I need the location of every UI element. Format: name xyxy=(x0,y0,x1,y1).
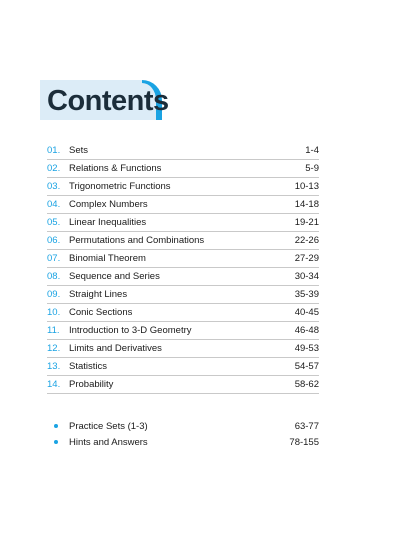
toc-row[interactable] xyxy=(47,178,319,196)
toc-number: 14. xyxy=(47,379,61,390)
page-title: Contents xyxy=(47,85,169,117)
toc-pages: 40-45 xyxy=(294,307,319,318)
toc-title: Straight Lines xyxy=(69,289,128,300)
toc-pages: 1-4 xyxy=(305,145,319,156)
toc-pages: 30-34 xyxy=(294,271,319,282)
toc-number: 02. xyxy=(47,163,61,174)
toc-pages: 14-18 xyxy=(294,199,319,210)
toc-number: 07. xyxy=(47,253,61,264)
extra-title: Practice Sets (1-3) xyxy=(69,420,148,432)
toc-number: 09. xyxy=(47,289,61,300)
extra-pages: 63-77 xyxy=(294,420,319,432)
toc-title: Conic Sections xyxy=(69,307,133,318)
toc-pages: 10-13 xyxy=(294,181,319,192)
toc-number: 08. xyxy=(47,271,61,282)
toc-number: 10. xyxy=(47,307,61,318)
extra-row-practice-sets[interactable] xyxy=(47,418,319,434)
extra-title: Hints and Answers xyxy=(69,436,148,448)
toc-title: Statistics xyxy=(69,361,108,372)
toc-pages: 19-21 xyxy=(294,217,319,228)
toc-row[interactable] xyxy=(47,286,319,304)
toc-title: Trigonometric Functions xyxy=(69,181,171,192)
bullet-icon xyxy=(47,440,68,444)
toc-pages: 49-53 xyxy=(294,343,319,354)
extras-list xyxy=(47,418,319,450)
toc-row[interactable] xyxy=(47,268,319,286)
toc-row[interactable] xyxy=(47,232,319,250)
toc-row[interactable] xyxy=(47,142,319,160)
toc-row[interactable] xyxy=(47,358,319,376)
toc-title: Sequence and Series xyxy=(69,271,160,282)
toc-title: Introduction to 3-D Geometry xyxy=(69,325,192,336)
toc-pages: 35-39 xyxy=(294,289,319,300)
toc-row[interactable] xyxy=(47,376,319,394)
extra-pages: 78-155 xyxy=(289,436,319,448)
toc-pages: 46-48 xyxy=(294,325,319,336)
toc-row[interactable] xyxy=(47,214,319,232)
toc-pages: 54-57 xyxy=(294,361,319,372)
toc-title: Permutations and Combinations xyxy=(69,235,205,246)
toc-number: 04. xyxy=(47,199,61,210)
toc-number: 12. xyxy=(47,343,61,354)
toc-title: Sets xyxy=(69,145,89,156)
toc-title: Relations & Functions xyxy=(69,163,162,174)
toc-pages: 58-62 xyxy=(294,379,319,390)
toc-title: Linear Inequalities xyxy=(69,217,147,228)
toc-pages: 22-26 xyxy=(294,235,319,246)
toc-title: Limits and Derivatives xyxy=(69,343,162,354)
toc-row[interactable] xyxy=(47,250,319,268)
toc-number: 11. xyxy=(47,325,60,336)
toc-row[interactable] xyxy=(47,304,319,322)
toc-number: 06. xyxy=(47,235,61,246)
toc-number: 01. xyxy=(47,145,61,156)
toc-list xyxy=(47,142,319,394)
toc-number: 13. xyxy=(47,361,61,372)
extra-row-hints-answers[interactable] xyxy=(47,434,319,450)
toc-title: Probability xyxy=(69,379,114,390)
toc-row[interactable] xyxy=(47,322,319,340)
toc-row[interactable] xyxy=(47,340,319,358)
toc-title: Binomial Theorem xyxy=(69,253,146,264)
toc-number: 05. xyxy=(47,217,61,228)
toc-number: 03. xyxy=(47,181,61,192)
toc-row[interactable] xyxy=(47,196,319,214)
bullet-icon xyxy=(47,424,68,428)
toc-pages: 27-29 xyxy=(294,253,319,264)
toc-row[interactable] xyxy=(47,160,319,178)
toc-title: Complex Numbers xyxy=(69,199,148,210)
toc-pages: 5-9 xyxy=(305,163,319,174)
